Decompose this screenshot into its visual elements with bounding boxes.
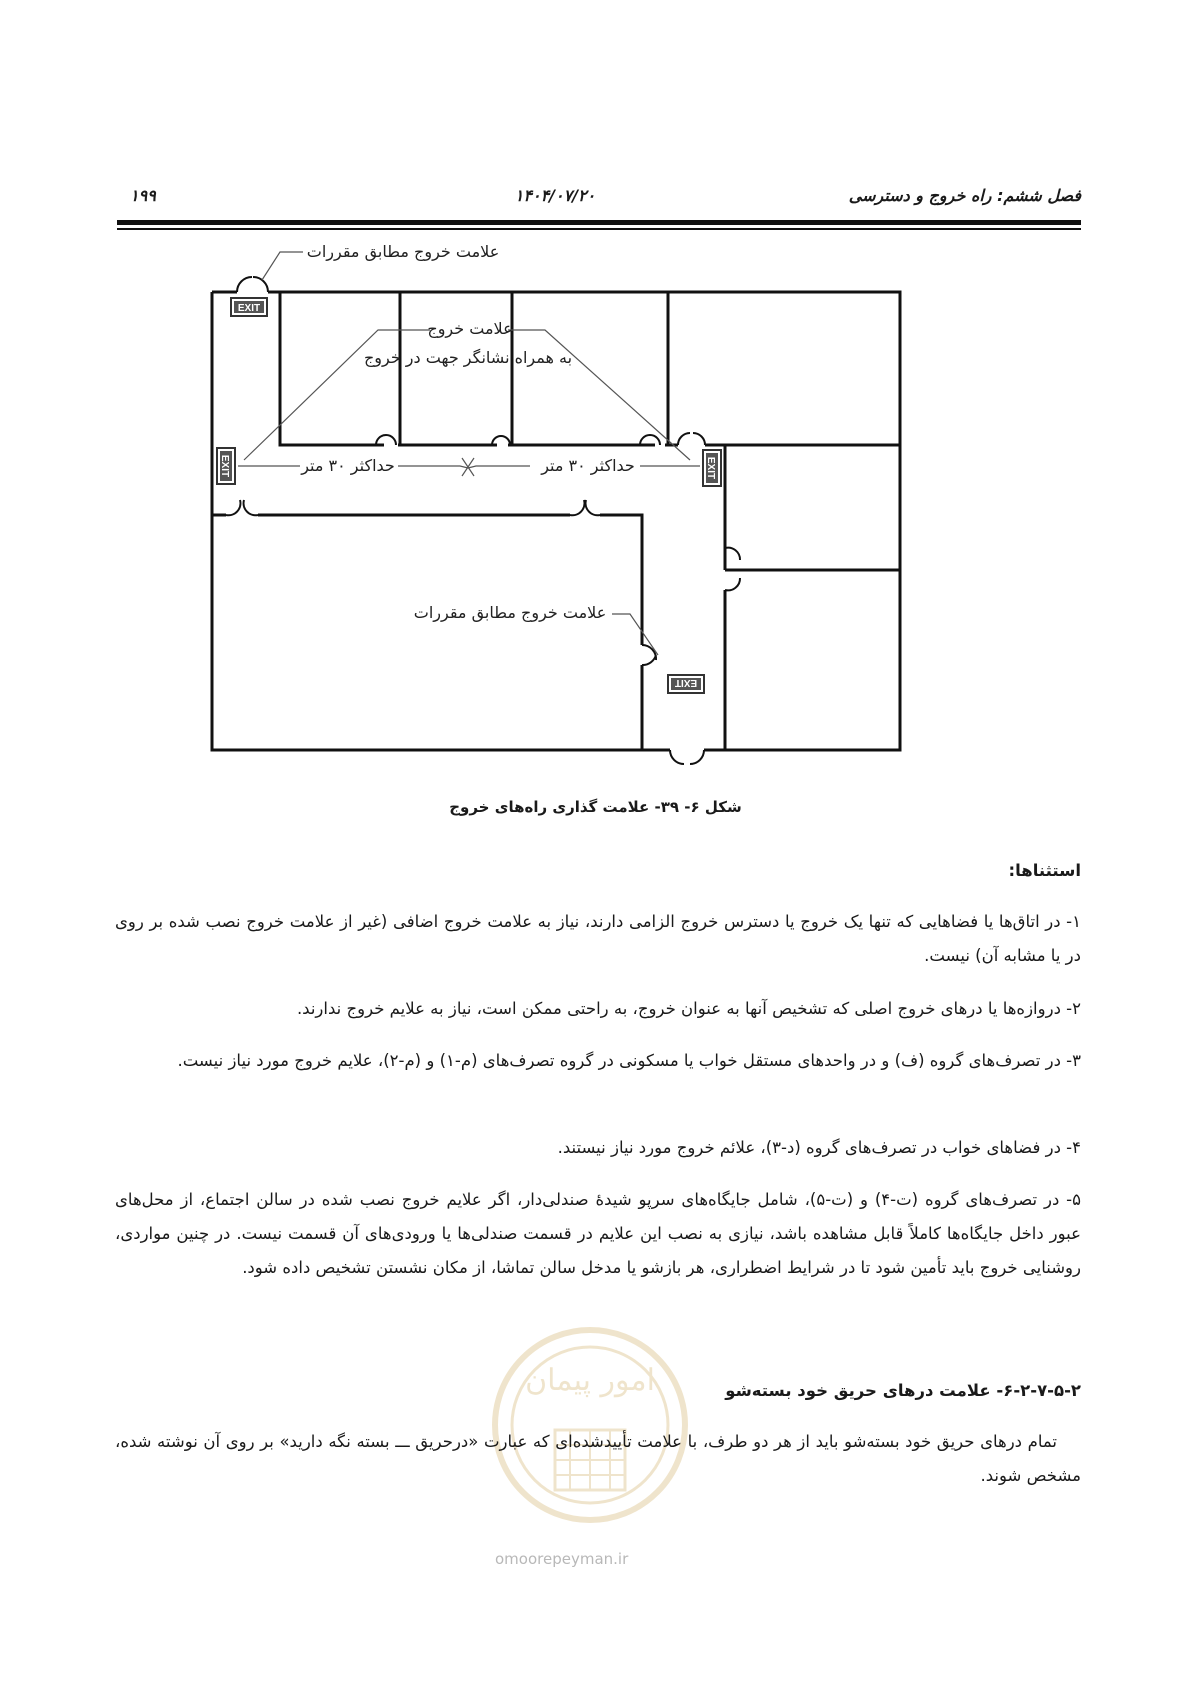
exit-text: EXIT bbox=[237, 303, 261, 314]
exit-sign-right bbox=[703, 450, 721, 486]
exit-text: EXIT bbox=[219, 454, 230, 478]
label-max-right: حداکثر ۳۰ متر bbox=[541, 456, 635, 475]
page-number: ۱۹۹ bbox=[130, 186, 156, 205]
exception-item-5: ۵- در تصرف‌های گروه (ت-۴) و (ت-۵)، شامل جایگاه‌های سرپو شیدهٔ صندلی‌دار، اگر علایم خروج نصب شده در سالن اجتماع، از محل‌های عبور داخل جایگاه‌ها کاملاً قابل مشاهده باشد، نیازی به نصب این علایم در قسمت صندلی‌ها یا ورودی‌های آن قسمت نیست. در چنین مواردی، روشنایی خروج باید تأمین شود تا در شرایط اضطراری، هر بازشو یا مدخل سالن تماشا، از مکان نشستن تشخیص داده شود. bbox=[115, 1190, 1081, 1277]
label-exit-sign-bottom: علامت خروج مطابق مقررات bbox=[413, 603, 607, 622]
exit-sign-left bbox=[217, 448, 235, 484]
exceptions-title: استثناها: bbox=[1008, 861, 1081, 880]
header-rule-thin bbox=[117, 228, 1081, 230]
leader-lines bbox=[238, 252, 700, 655]
exception-item-2: ۲- دروازه‌ها یا درهای خروج اصلی که تشخیص آنها به عنوان خروج، به راحتی ممکن است، نیاز به علایم خروج ندارند. bbox=[296, 999, 1081, 1018]
figure-caption: شکل ۶- ۳۹- علامت گذاری راه‌های خروج bbox=[449, 798, 742, 816]
header-rule-thick bbox=[117, 220, 1081, 225]
chapter-title: فصل ششم: راه خروج و دسترسی bbox=[848, 186, 1081, 205]
exception-item-1: ۱- در اتاق‌ها یا فضاهایی که تنها یک خروج یا دسترس خروج الزامی دارند، نیاز به علامت خروج اضافی (غیر از علامت خروج نصب شده بر روی در یا مشابه آن) نیست. bbox=[115, 912, 1081, 965]
page-date: ۱۴۰۴/۰۷/۲۰ bbox=[514, 186, 596, 205]
section-heading: ۶-۲-۷-۵-۲- علامت درهای حریق خود بسته‌شو bbox=[725, 1381, 1081, 1400]
exception-item-4: ۴- در فضاهای خواب در تصرف‌های گروه (د-۳)، علائم خروج مورد نیاز نیستند. bbox=[557, 1138, 1081, 1157]
watermark-text: امور پیمان bbox=[525, 1363, 655, 1398]
section-text: تمام درهای حریق خود بسته‌شو باید از هر دو طرف، با علامت تأییدشده‌ای که عبارت «درحریق ـــ بسته نگه دارید» بر روی آن نوشته شده، مشخص شوند. bbox=[115, 1432, 1081, 1485]
watermark-url: omoorepeyman.ir bbox=[495, 1550, 629, 1568]
exit-sign-bottom bbox=[668, 675, 704, 693]
label-max-left: حداکثر ۳۰ متر bbox=[301, 456, 395, 475]
exception-item-3: ۳- در تصرف‌های گروه (ف) و در واحدهای مستقل خواب یا مسکونی در گروه تصرف‌های (م-۱) و (م-۲)، علایم خروج مورد نیاز نیست. bbox=[177, 1051, 1081, 1070]
label-exit-sign-dir-1: علامت خروج bbox=[427, 319, 513, 338]
exit-text: EXIT bbox=[705, 456, 716, 480]
exit-text: EXIT bbox=[674, 677, 698, 688]
label-exit-sign-dir-2: به همراه نشانگر جهت در خروج bbox=[363, 348, 573, 367]
exit-sign-top-left bbox=[231, 298, 267, 316]
label-exit-sign-top: علامت خروج مطابق مقررات bbox=[306, 242, 500, 261]
floor-plan-figure bbox=[210, 240, 990, 770]
